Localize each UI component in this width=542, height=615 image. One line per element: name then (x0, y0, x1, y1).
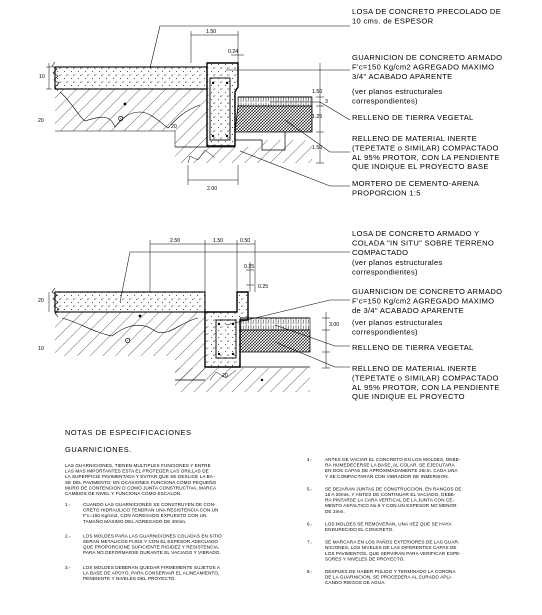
bottom-callout-3-line-3: de 3/4" ACABADO APARENTE (352, 305, 464, 315)
notes-intro (65, 463, 217, 496)
top-topsoil (238, 97, 312, 106)
top-callout-2-line-3: 3/4" ACABADO APARENTE (352, 71, 453, 81)
bottom-dim-20-mid: 20 (222, 373, 228, 379)
top-dim-20-left: 20 (38, 118, 44, 124)
top-ground-fill (55, 89, 207, 147)
note-left-3-line-1: LOS MOLDES DEBERAN QUEDAR FIRMEMENTE SUJETOS A (83, 564, 220, 570)
bottom-callout-6-line-1: RELLENO DE MATERIAL INERTE (352, 364, 477, 373)
bottom-callout-1-line-1: LOSA DE CONCRETO ARMADO Y (352, 229, 480, 238)
bottom-topsoil (240, 318, 310, 330)
top-dim-024: 0.24 (228, 49, 239, 55)
note-left-2-line-4: PARA NO DEFORMARSE DURANTE EL VACIADO Y VIBRADO. (83, 550, 221, 556)
top-dim-150-right: 1.50 (312, 89, 323, 95)
note-right-number-1: 4.- (307, 457, 313, 462)
bottom-callout-3-line-1: GUARNICION DE CONCRETO ARMADO (352, 287, 503, 296)
note-right-number-5: 8.- (307, 569, 313, 574)
bottom-callout-1-line-3: COMPACTADO (352, 247, 409, 257)
detail-top-section (38, 7, 502, 197)
notes-intro-line-4: SE DEL PAVIMENTO; EN OCASIONES FUNCIONA COMO PEQUEÑO (65, 479, 217, 485)
note-right-number-4: 7.- (307, 539, 313, 545)
bottom-callout-5-line-1: RELLENO DE TIERRA VEGETAL (352, 343, 474, 352)
bottom-dim-10-left: 10 (38, 346, 44, 352)
bottom-callout-4-line-2: correspondientes) (352, 327, 418, 337)
note-left-number-3: 3.- (65, 564, 71, 570)
notes-left-column (65, 502, 222, 581)
top-dim-20-mid: 20 (171, 124, 177, 130)
note-left-3-line-2: LA BASE DE APOYO, PARA CONSERVAR EL ALINEAMIENTO, (83, 570, 220, 576)
note-right-2-line-5: DE 2mm. (325, 508, 345, 514)
top-callout-1-line-2: 10 cms. de ESPESOR (352, 16, 434, 26)
note-right-2-line-1: SE DEJARAN JUNTAS DE CONSTRUCCION, EN RANGOS DE (325, 486, 462, 492)
top-concrete-curb (207, 63, 238, 146)
note-left-1-line-4: TAMAÑO MAXIMO DEL AGREGADO DE 40mm. (83, 518, 187, 524)
note-right-5-line-2: DE LA GUARNICION, SE PROCEDERA AL CURADO APLI- (325, 574, 453, 580)
bottom-base-step (175, 367, 310, 392)
detail-bottom-section (38, 229, 502, 401)
notes-intro-line-6: CAMBIOS DE NIVEL Y FUNCIONA COMO ESCALON. (65, 491, 182, 496)
top-callout-1-line-1: LOSA DE CONCRETO PRECOLADO DE (352, 7, 502, 16)
notes-subtitle: GUARNICIONES. (65, 445, 132, 454)
specification-notes (65, 428, 462, 585)
top-dim-3: 3 (325, 99, 328, 105)
bottom-callout-6-line-2: (TEPETATE o SIMILAR) COMPACTADO (352, 373, 499, 383)
bottom-callout-1-line-2: COLADA "IN SITU" SOBRE TERRENO (352, 238, 495, 248)
note-right-3-line-2: ENDURECIDO EL CONCRETO. (325, 527, 394, 532)
top-callout-6-line-1: MORTERO DE CEMENTO-ARENA (352, 179, 480, 188)
notes-intro-line-5: MURO DE CONTENCION O COMO JUNTA CONSTRUCTIVA, MARCA (65, 485, 217, 491)
svg-text:ʘ: ʘ (125, 338, 131, 345)
note-right-1-line-4: Y SE COMPACTARAN CON VIBRADOR DE INMERSION. (325, 473, 450, 479)
top-callout-labels (352, 7, 502, 197)
top-callout-5-line-2: (TEPETATE o SIMILAR) COMPACTADO (352, 143, 499, 153)
note-right-4-line-2: NICIONES, LOS NIVELES DE LAS DIFERENTES CAPAS DE (325, 545, 457, 551)
note-right-4-line-1: SE MARCARA EN LOS PAÑOS EXTERIORES DE LAS GUAR- (325, 539, 460, 545)
bottom-callout-2-line-1: (ver planos estructurales (352, 258, 443, 267)
bottom-dim-025b: 0.25 (258, 284, 269, 290)
note-right-2-line-3: RA PINTARSE LA CARA VERTICAL DE LA JUNTA CON CE- (325, 497, 455, 503)
top-callout-3-line-2: correspondientes) (352, 96, 418, 106)
note-left-1-line-1: CUANDO LAS GUARNICIONES SE CONSTRUYEN DE CON- (83, 502, 216, 507)
top-callout-6-line-2: PROPORCION 1:5 (352, 188, 421, 198)
notes-intro-line-2: LAS MAS IMPORTANTES ESTA EL PROTEGER LAS ORILLAS DE (65, 468, 209, 474)
top-callout-2-line-1: GUARNICION DE CONCRETO ARMADO (352, 53, 503, 62)
note-right-4-line-3: LOS PAVIMENTOS, QUE SERVIRAN PARA VERIFICAR ESPE- (325, 550, 461, 556)
bottom-callout-6-line-3: AL 95% PROTOR, CON LA PENDIENTE (352, 382, 500, 392)
note-left-number-1: 1.- (65, 502, 71, 507)
note-left-1-line-2: CRETO HIDRAULICO TENDRAN UNA RESISTENCIA CON UN (83, 507, 219, 513)
bottom-callout-2-line-2: correspondientes) (352, 267, 418, 277)
bottom-dim-250: 2.50 (170, 238, 181, 244)
note-right-2-line-4: MENTO ASFALTICO No.6 Y CON UN ESPESOR NO MENOR (325, 503, 457, 509)
top-dim-150b: 1.50 (312, 145, 323, 151)
note-right-5-line-3: CANDO RIEGOS DE AGUA. (325, 580, 386, 586)
note-left-number-2: 2.- (65, 533, 71, 539)
note-left-2-line-3: QUE PROPORCIONE SUFICIENTE RIGIDEZ Y RESISTENCIA, (83, 544, 220, 550)
top-callout-3-line-1: (ver planos estructurales (352, 87, 443, 96)
top-callout-5-line-4: QUE INDIQUE EL PROYECTO BASE (352, 162, 489, 172)
top-callout-2-line-2: F'c=150 Kg/cm2 AGREGADO MAXIMO (352, 62, 495, 72)
note-right-1-line-2: RA HUMEDECERSE LA BASE, AL COLAR, SE EJECUTARA (325, 462, 455, 468)
bottom-dim-150: 1.50 (213, 238, 224, 244)
top-callout-5-line-1: RELLENO DE MATERIAL INERTE (352, 134, 477, 143)
top-inert-fill (235, 106, 312, 132)
note-left-2-line-2: SERAN METALICOS FIJOS Y CON EL ESPESOR ADECUADO (83, 539, 219, 544)
notes-intro-line-3: LA SUPERFICIE PAVIMENTADA Y EVITAR QUE SE DESLICE LA BA- (65, 474, 215, 480)
note-right-number-3: 6.- (307, 521, 313, 527)
bottom-dim-050: 0.50 (240, 238, 251, 244)
note-right-2-line-2: 15 A 20mts. Y ANTES DE CONTINUAR EL VACIADO, DEBE- (325, 492, 456, 497)
bottom-callout-3-line-2: F'c=150 Kg/cm2 AGREGADO MAXIMO (352, 296, 495, 306)
top-callout-5-line-3: AL 95% PROTOR, CON LA PENDIENTE (352, 152, 500, 162)
top-precast-slab (52, 62, 207, 91)
svg-text:ʘ: ʘ (118, 116, 124, 123)
top-dim-125: 1.25 (312, 114, 323, 120)
note-left-1-line-3: F'c=150 Kg/cm2, CON AGREGADO EXPUESTO CON UN (83, 513, 207, 519)
bottom-callout-6-line-4: QUE INDIQUE EL PROYECTO (352, 392, 465, 402)
note-left-3-line-3: PENDIENTE Y NIVELES DEL PROYECTO. (83, 576, 176, 581)
note-left-2-line-1: LOS MOLDES PARA LAS GUARNICIONES COLADAS EN SITIO (83, 533, 222, 539)
note-right-number-2: 5.- (307, 486, 313, 492)
note-right-4-line-4: SORES Y NIVELES DE PROYECTO. (325, 556, 405, 562)
note-right-1-line-1: ANTES DE VACIAR EL CONCRETO EN LOS MOLDES, DEBE- (325, 457, 461, 462)
notes-right-column (307, 457, 462, 585)
top-dim-200: 2.00 (207, 186, 218, 192)
note-right-3-line-1: LOS MOLDES SE REMOVERAN, UNA VEZ QUE SE HAYA (325, 521, 452, 527)
notes-intro-line-1: LAS GUARNICIONES, TIENEN MULTIPLES FUNCIONES Y ENTRE (65, 463, 211, 468)
bottom-dim-025a: 0.25 (244, 264, 255, 270)
bottom-dim-300: 3.00 (329, 322, 340, 328)
top-dim-150: 1.50 (206, 29, 217, 35)
note-right-1-line-3: EN DOS CAPAS DE APROXIMADAMENTE 25cm. CADA UNA (325, 468, 458, 474)
notes-title: NOTAS DE ESPECIFICACIONES (65, 428, 192, 437)
note-right-5-line-1: DESPUES DE HABER PULIDO Y TERMINADO LA CORONA (325, 569, 456, 574)
bottom-callout-4-line-1: (ver planos estructurales (352, 318, 443, 327)
bottom-dim-20-left: 20 (38, 298, 44, 304)
bottom-callout-labels (352, 229, 502, 401)
top-callout-4-line-1: RELLENO DE TIERRA VEGETAL (352, 113, 474, 122)
top-dim-10: 10 (39, 74, 45, 80)
